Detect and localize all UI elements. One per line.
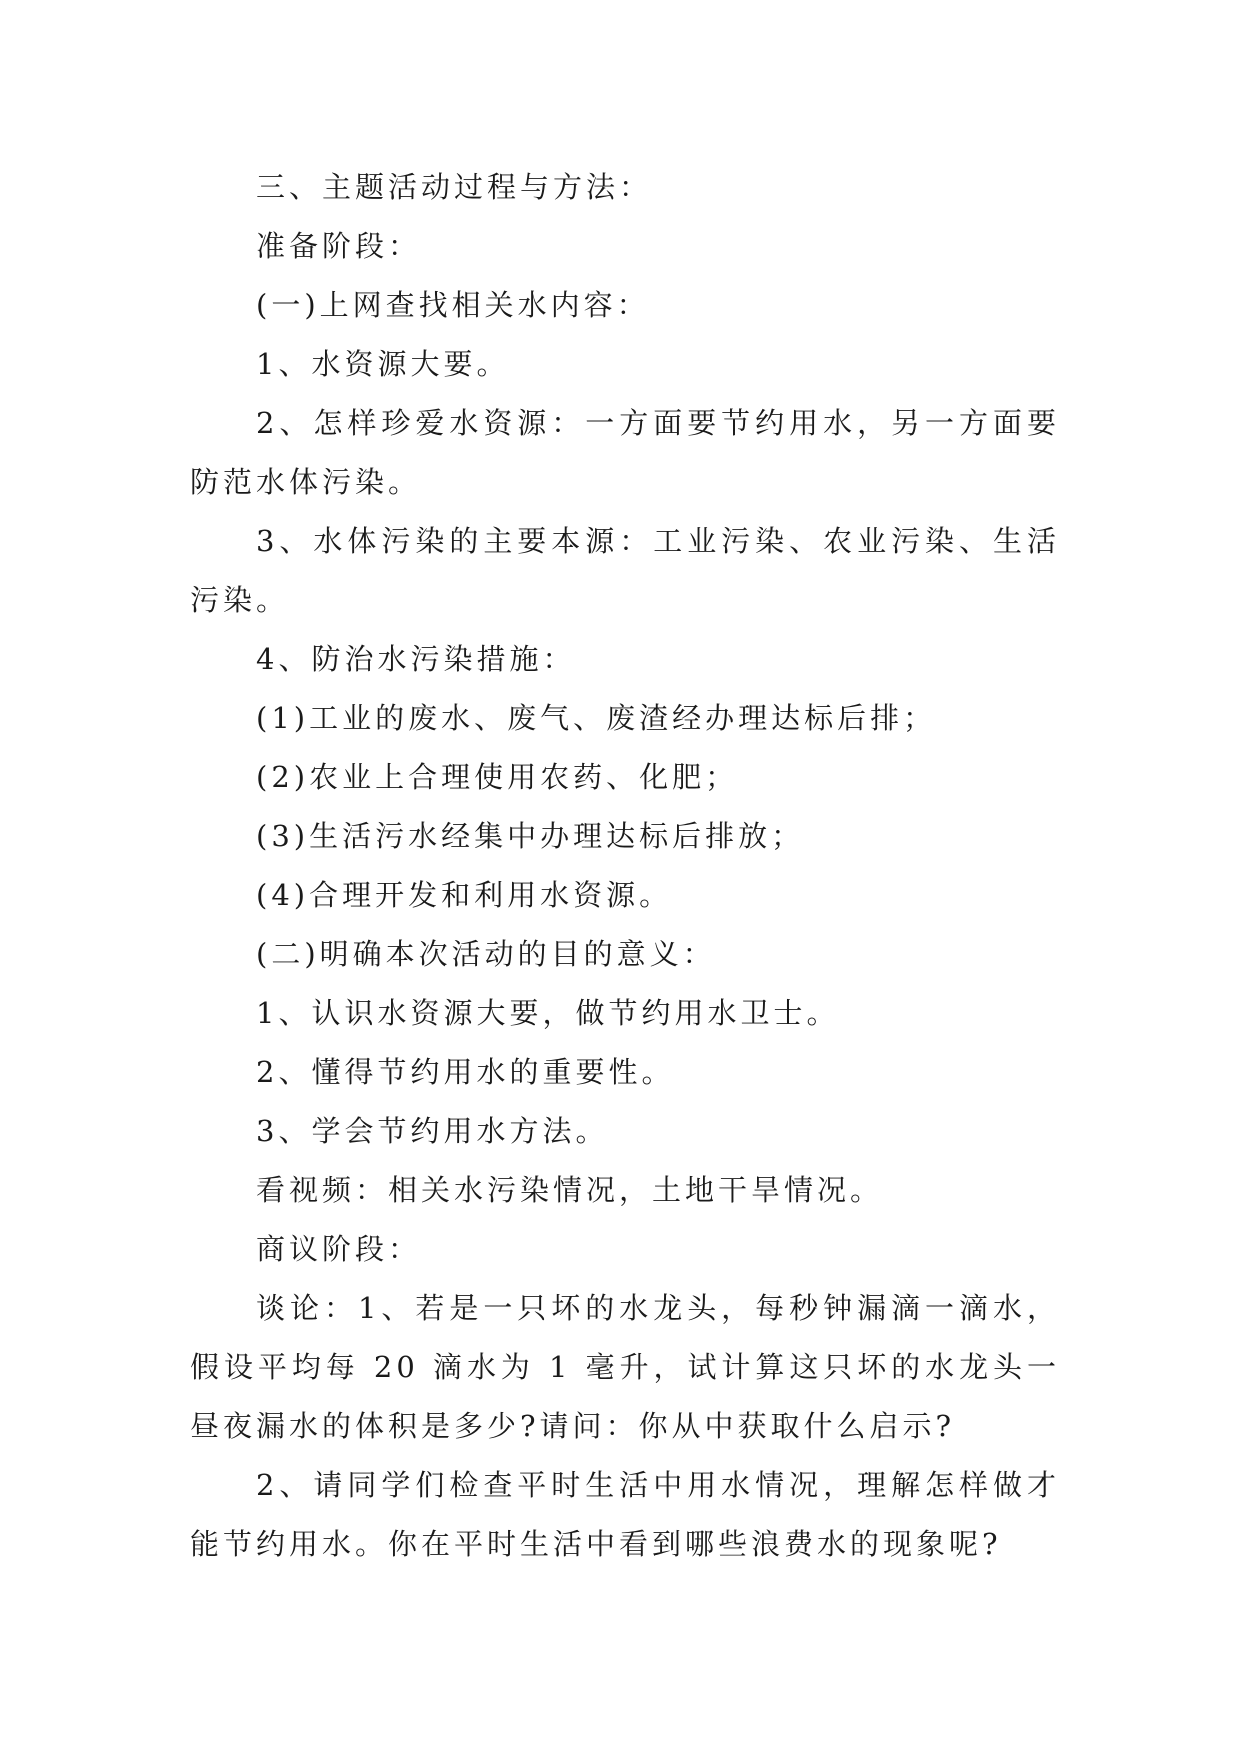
list-item: 1、认识水资源大要，做节约用水卫士。: [256, 996, 840, 1030]
document-body: [190, 158, 1060, 1574]
section-heading: 三、主题活动过程与方法：: [256, 170, 653, 204]
subsection-heading-1: (一)上网查找相关水内容：: [256, 288, 650, 322]
discussion-paragraph-2: 2、请同学们检查平时生活中用水情况，理解怎样做才能节约用水。你在平时生活中看到哪些浪费水的现象呢?: [190, 1468, 1060, 1561]
list-item: 2、怎样珍爱水资源：一方面要节约用水，另一方面要防范水体污染。: [190, 406, 1060, 499]
sub-list-item: (1)工业的废水、废气、废渣经办理达标后排；: [256, 701, 937, 735]
subsection-heading-2: (二)明确本次活动的目的意义：: [256, 937, 716, 971]
list-item: 2、懂得节约用水的重要性。: [256, 1055, 675, 1089]
list-item: 1、水资源大要。: [256, 347, 510, 381]
stage-heading-discussion: 商议阶段：: [256, 1232, 422, 1266]
sub-list-item: (4)合理开发和利用水资源。: [256, 878, 673, 912]
stage-heading-preparation: 准备阶段：: [256, 229, 422, 263]
list-item: 3、水体污染的主要本源：工业污染、农业污染、生活污染。: [190, 524, 1060, 617]
list-item: 4、防治水污染措施：: [256, 642, 576, 676]
discussion-paragraph-1: 谈论：1、若是一只坏的水龙头，每秒钟漏滴一滴水，假设平均每 20 滴水为 1 毫升，试计算这只坏的水龙头一昼夜漏水的体积是多少?请问：你从中获取什么启示?: [190, 1291, 1060, 1443]
video-paragraph: 看视频：相关水污染情况，土地干旱情况。: [256, 1173, 884, 1207]
sub-list-item: (2)农业上合理使用农药、化肥；: [256, 760, 739, 794]
sub-list-item: (3)生活污水经集中办理达标后排放；: [256, 819, 805, 853]
list-item: 3、学会节约用水方法。: [256, 1114, 609, 1148]
